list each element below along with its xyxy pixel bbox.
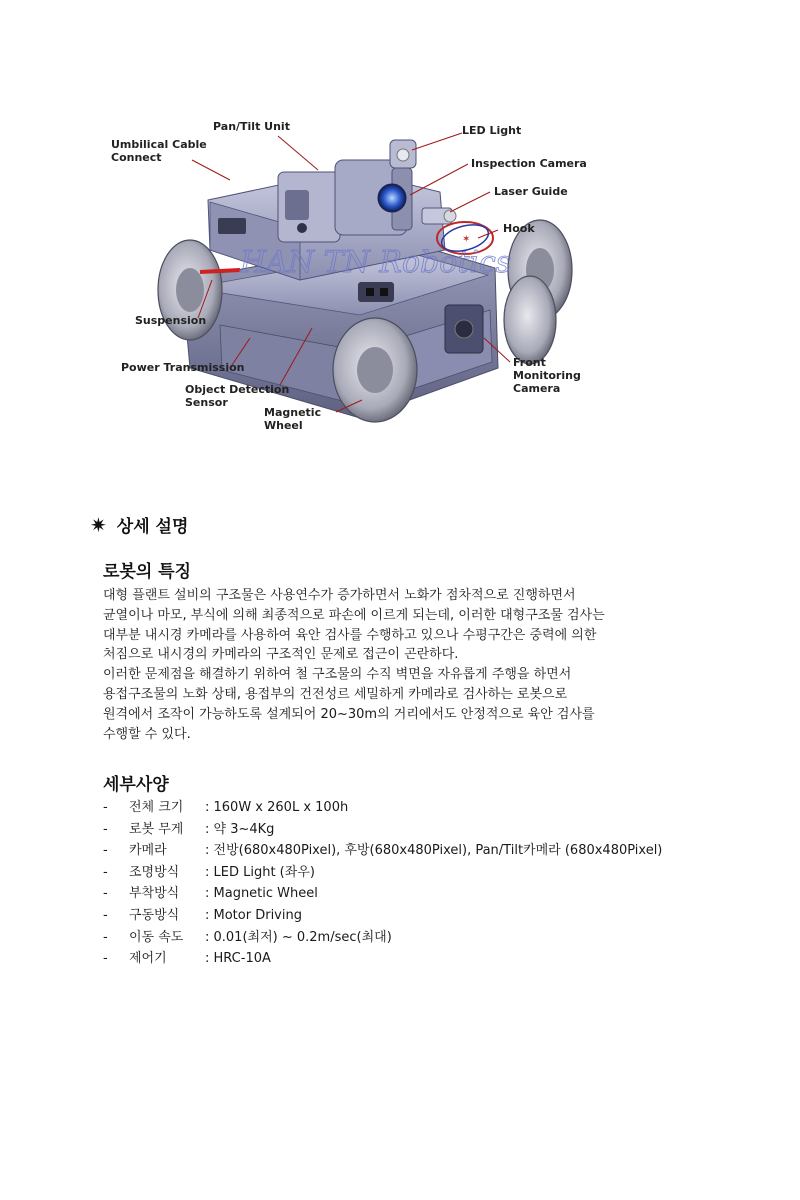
label-object-detection-sensor: Object Detection Sensor xyxy=(185,383,290,409)
features-line: 용접구조물의 노화 상태, 용접부의 건전성르 세밀하게 카메라로 검사하는 로봇으로 xyxy=(103,686,568,702)
spec-key: 전체 크기 xyxy=(129,800,184,815)
spec-value: : 약 3~4Kg xyxy=(205,821,275,837)
spec-value: : Motor Driving xyxy=(205,907,302,923)
spec-key: 이동 속도 xyxy=(129,929,184,945)
spec-dash: - xyxy=(103,929,108,945)
features-line: 원격에서 조작이 가능하도록 설계되어 20~30m의 거리에서도 안정적으로 육안 검사를 xyxy=(103,706,595,722)
section-heading xyxy=(90,512,188,537)
spec-dash: - xyxy=(103,821,108,837)
spec-item xyxy=(103,883,723,905)
label-laser-guide: Laser Guide xyxy=(494,185,568,198)
label-suspension: Suspension xyxy=(135,314,207,327)
label-power-transmission: Power Transmission xyxy=(121,361,245,374)
spec-list xyxy=(103,797,723,970)
features-line: 처짐으로 내시경의 카메라의 구조적인 문제로 접근이 곤란하다. xyxy=(103,647,459,663)
label-inspection-camera: Inspection Camera xyxy=(471,157,587,170)
label-front-monitoring-camera: Front Monitoring Camera xyxy=(513,356,581,395)
spec-item xyxy=(103,927,723,949)
spec-dash: - xyxy=(103,907,108,923)
features-line: 균열이나 마모, 부식에 의해 최종적으로 파손에 이르게 되는데, 이러한 대형구조물 검사는 xyxy=(103,607,605,623)
spec-dash: - xyxy=(103,843,108,859)
label-magnetic-wheel: Magnetic Wheel xyxy=(264,406,322,432)
spec-key: 카메라 xyxy=(129,843,167,859)
spec-item xyxy=(103,905,723,927)
spec-value: : LED Light (좌우) xyxy=(205,864,315,880)
spec-value: : HRC-10A xyxy=(205,951,271,967)
spec-dash: - xyxy=(103,800,108,815)
features-line: 이러한 문제점을 해결하기 위하여 철 구조물의 수직 벽면을 자유롭게 주행을 하면서 xyxy=(103,667,572,683)
spec-item xyxy=(103,948,723,970)
spec-value: : 0.01(최저) ~ 0.2m/sec(최대) xyxy=(205,929,392,945)
spec-value: : Magnetic Wheel xyxy=(205,886,318,902)
spec-value: : 전방(680x480Pixel), 후방(680x480Pixel), Pan/Tilt카메라 (680x480Pixel) xyxy=(205,843,663,859)
features-paragraph xyxy=(103,586,703,744)
star-icon: ✷ xyxy=(90,512,107,537)
robot-diagram xyxy=(100,100,600,440)
spec-key: 제어기 xyxy=(129,951,167,967)
spec-value: : 160W x 260L x 100h xyxy=(205,800,349,815)
spec-dash: - xyxy=(103,886,108,902)
spec-key: 부착방식 xyxy=(129,886,180,902)
watermark-text: HAN TN Robotics xyxy=(240,245,512,280)
label-led-light: LED Light xyxy=(462,124,522,137)
spec-item xyxy=(103,797,723,819)
spec-key: 조명방식 xyxy=(129,864,180,880)
spec-key: 로봇 무게 xyxy=(129,821,184,837)
spec-dash: - xyxy=(103,864,108,880)
spec-item xyxy=(103,840,723,862)
section-title: 상세 설명 xyxy=(116,517,189,537)
features-line: 대형 플랜트 설비의 구조물은 사용연수가 증가하면서 노화가 점차적으로 진행하면서 xyxy=(103,588,576,603)
spec-key: 구동방식 xyxy=(129,907,180,923)
label-hook: Hook xyxy=(503,222,535,235)
spec-item xyxy=(103,862,723,884)
features-line: 수행할 수 있다. xyxy=(103,726,191,742)
specs-title: 세부사양 xyxy=(103,775,169,795)
features-line: 대부분 내시경 카메라를 사용하여 육안 검사를 수행하고 있으나 수평구간은 중력에 의한 xyxy=(103,627,597,643)
features-title: 로봇의 특징 xyxy=(103,562,192,582)
spec-dash: - xyxy=(103,951,108,967)
svg-text:✶: ✶ xyxy=(462,234,471,245)
label-umbilical-cable: Umbilical Cable Connect xyxy=(111,138,207,164)
label-pan-tilt-unit: Pan/Tilt Unit xyxy=(213,120,290,133)
spec-item xyxy=(103,819,723,841)
